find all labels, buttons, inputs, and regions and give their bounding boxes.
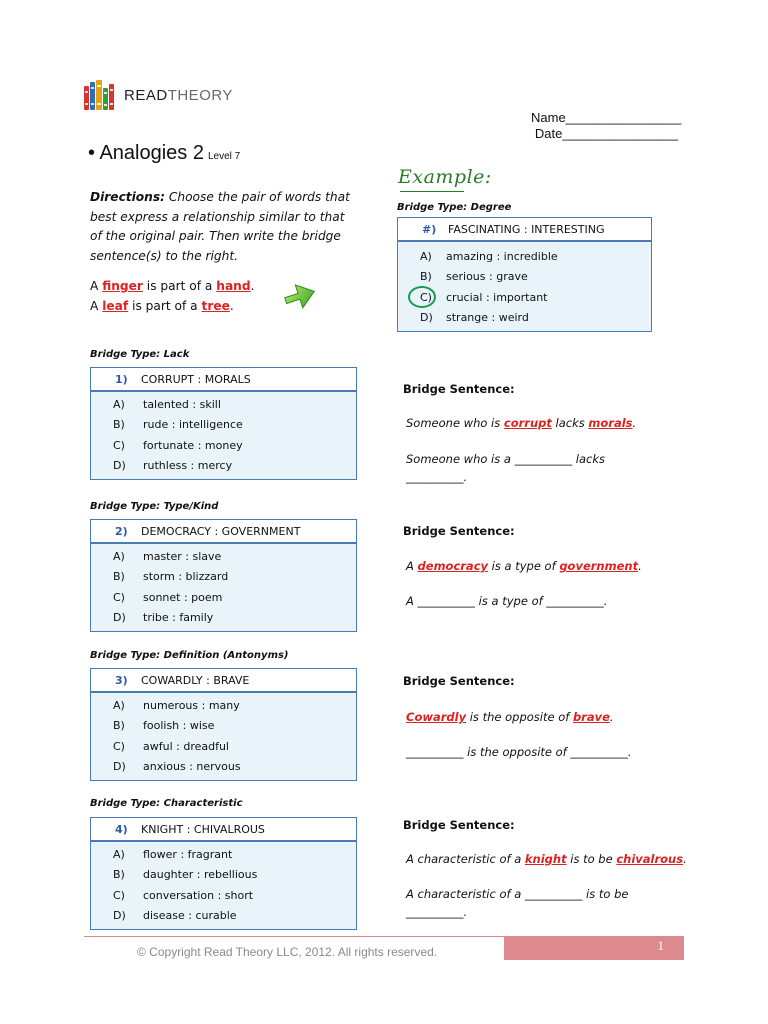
page-number-box [504, 936, 684, 960]
q1-sentence-1: Someone who is corrupt lacks morals. [406, 416, 637, 430]
q4-pair: KNIGHT : CHIVALROUS [141, 822, 265, 836]
q3-option-a[interactable]: A) numerous : many [113, 698, 240, 712]
q1-bridge-label: Bridge Sentence: [403, 382, 515, 396]
q2-box: 2) DEMOCRACY : GOVERNMENT A) master : slave B) storm : blizzard C) sonnet : poem D) tribe : family [90, 519, 357, 632]
q4-bridge-label: Bridge Sentence: [403, 818, 515, 832]
example-option-a[interactable]: A) amazing : incredible [420, 249, 558, 263]
copyright-text: © Copyright Read Theory LLC, 2012. All rights reserved. [137, 945, 438, 959]
q1-option-b[interactable]: B) rude : intelligence [113, 418, 243, 432]
q1-sentence-2[interactable]: Someone who is a __________ lacks __________. [406, 452, 605, 484]
q1-bridge-type: Bridge Type: Lack [90, 349, 190, 360]
q1-option-a[interactable]: A) talented : skill [113, 397, 221, 411]
example-heading: Example: [398, 166, 492, 188]
intro-line-1: A finger is part of a hand. [90, 279, 255, 293]
directions-text: Directions: Choose the pair of words that best express a relationship similar to that of the original pair. Then write the bridge sentence(s) to the right. [90, 190, 350, 263]
example-pair: FASCINATING : INTERESTING [448, 222, 605, 236]
example-question-header: #) FASCINATING : INTERESTING [398, 218, 651, 242]
q1-box: 1) CORRUPT : MORALS A) talented : skill B) rude : intelligence C) fortunate : money D) ruthless : mercy [90, 367, 357, 480]
q4-option-b[interactable]: B) daughter : rebellious [113, 868, 258, 882]
date-field[interactable]: Date________________ [534, 126, 678, 141]
example-underline [400, 191, 464, 192]
q3-box: 3) COWARDLY : BRAVE A) numerous : many B) foolish : wise C) awful : dreadful D) anxious : nervous [90, 668, 357, 781]
q1-pair: CORRUPT : MORALS [141, 372, 251, 386]
q3-option-b[interactable]: B) foolish : wise [113, 719, 215, 733]
q2-sentence-1: A democracy is a type of government. [406, 559, 642, 573]
books-logo-icon [84, 80, 118, 110]
q2-bridge-label: Bridge Sentence: [403, 524, 515, 538]
page-number: 1 [657, 938, 664, 953]
q2-option-b[interactable]: B) storm : blizzard [113, 570, 229, 584]
q3-bridge-type: Bridge Type: Definition (Antonyms) [90, 650, 289, 661]
q4-sentence-1: A characteristic of a knight is to be chivalrous. [406, 852, 687, 866]
answer-circle-mark [408, 286, 436, 308]
q3-option-c[interactable]: C) awful : dreadful [113, 739, 229, 753]
q4-sentence-2[interactable]: A characteristic of a __________ is to be __________. [406, 887, 629, 919]
readtheory-logo [84, 80, 233, 110]
example-option-c[interactable]: C) crucial : important [420, 290, 548, 304]
q3-bridge-label: Bridge Sentence: [403, 674, 515, 688]
q2-sentence-2[interactable]: A __________ is a type of __________. [406, 594, 608, 608]
q3-pair: COWARDLY : BRAVE [141, 673, 250, 687]
page-title: • Analogies 2 Level 7 [88, 142, 241, 164]
q2-option-d[interactable]: D) tribe : family [113, 611, 214, 625]
q2-bridge-type: Bridge Type: Type/Kind [90, 501, 219, 512]
intro-example-lines [90, 276, 254, 316]
name-date-fields [531, 110, 682, 142]
example-bridge-type: Bridge Type: Degree [397, 202, 512, 213]
example-option-d[interactable]: D) strange : weird [420, 311, 529, 325]
q4-bridge-type: Bridge Type: Characteristic [90, 798, 243, 809]
green-arrow-icon [282, 280, 318, 312]
intro-line-2: A leaf is part of a tree. [90, 299, 234, 313]
q4-option-c[interactable]: C) conversation : short [113, 888, 254, 902]
q2-option-c[interactable]: C) sonnet : poem [113, 590, 223, 604]
q1-option-c[interactable]: C) fortunate : money [113, 438, 243, 452]
q1-option-d[interactable]: D) ruthless : mercy [113, 459, 233, 473]
name-field[interactable]: Name________________ [531, 110, 682, 125]
example-option-b[interactable]: B) serious : grave [420, 270, 528, 284]
q4-option-d[interactable]: D) disease : curable [113, 909, 237, 923]
q4-box: 4) KNIGHT : CHIVALROUS A) flower : fragrant B) daughter : rebellious C) conversation : short D) disease : curable [90, 817, 357, 930]
q3-sentence-1: Cowardly is the opposite of brave. [406, 710, 614, 724]
q3-option-d[interactable]: D) anxious : nervous [113, 760, 241, 774]
q3-sentence-2[interactable]: __________ is the opposite of __________. [406, 745, 632, 759]
q2-option-a[interactable]: A) master : slave [113, 549, 222, 563]
example-question-box [397, 217, 652, 332]
q2-pair: DEMOCRACY : GOVERNMENT [141, 524, 301, 538]
q4-option-a[interactable]: A) flower : fragrant [113, 847, 233, 861]
logo-text: READTHEORY [124, 86, 233, 104]
